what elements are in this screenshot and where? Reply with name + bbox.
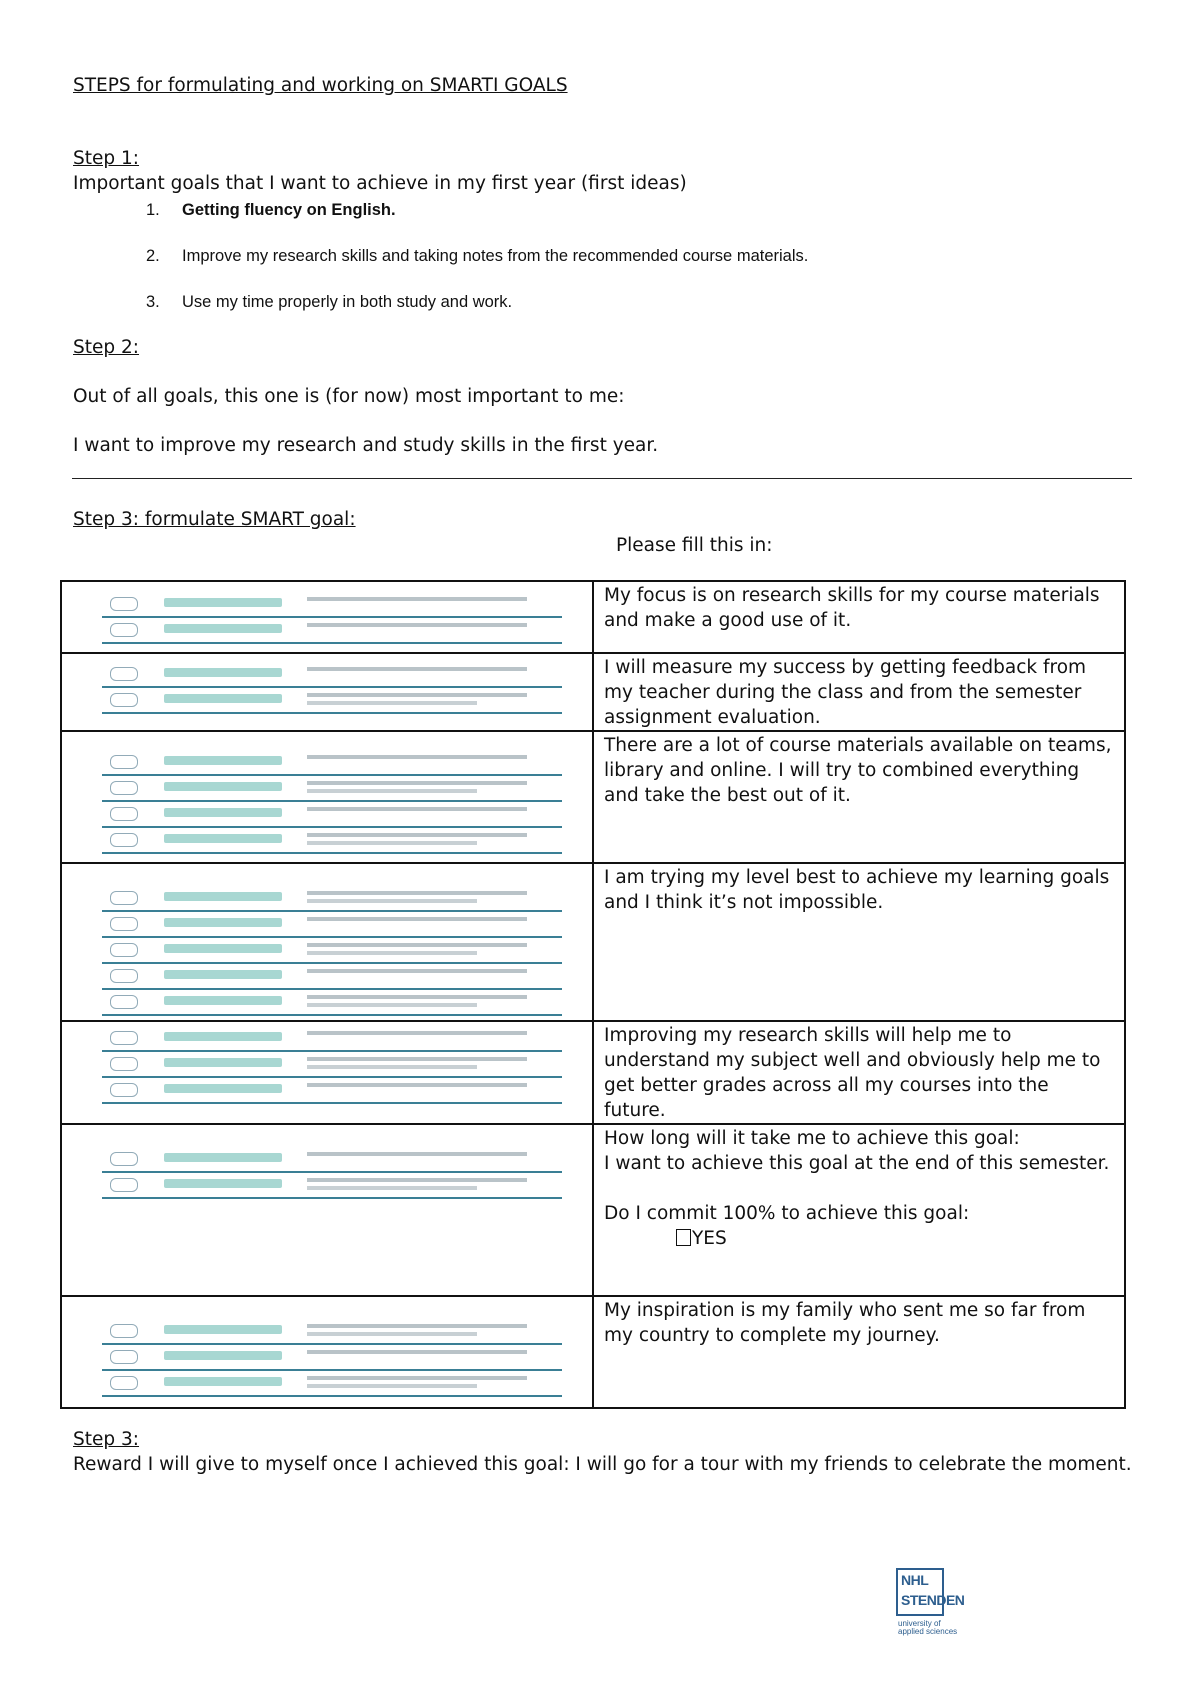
smart-graphic-cell bbox=[61, 1296, 593, 1408]
table-row bbox=[61, 653, 1125, 731]
logo-line-stenden: STENDEN bbox=[901, 1592, 965, 1608]
timeline-answer: I want to achieve this goal at the end of this semester. bbox=[604, 1153, 1110, 1174]
smart-answer-cell: My focus is on research skills for my course materials and make a good use of it. bbox=[593, 581, 1125, 653]
smart-graphic-cell bbox=[61, 731, 593, 863]
goal-item-2 bbox=[146, 245, 808, 267]
smart-chart-image bbox=[102, 750, 562, 854]
goal-number: 1. bbox=[146, 201, 160, 219]
fill-in-label: Please fill this in: bbox=[616, 535, 773, 556]
table-row bbox=[61, 1296, 1125, 1408]
commit-checkbox-label: YES bbox=[692, 1228, 727, 1249]
smart-chart-image bbox=[102, 1147, 562, 1199]
smart-answer-cell: There are a lot of course materials available on teams, library and online. I will try to combined everything and take the best out of it. bbox=[593, 731, 1125, 863]
step2-line2: I want to improve my research and study skills in the first year. bbox=[73, 435, 659, 456]
horizontal-divider bbox=[72, 478, 1132, 479]
table-row bbox=[61, 1124, 1125, 1296]
smart-answer-cell: I am trying my level best to achieve my learning goals and I think it’s not impossible. bbox=[593, 863, 1125, 1021]
document-title: STEPS for formulating and working on SMARTI GOALS bbox=[73, 75, 568, 96]
smart-chart-image bbox=[102, 1026, 562, 1104]
smart-answer-cell bbox=[593, 1124, 1125, 1296]
logo-line-nhl: NHL bbox=[901, 1572, 929, 1588]
commit-question: Do I commit 100% to achieve this goal: bbox=[604, 1203, 970, 1224]
smart-answer-cell: I will measure my success by getting feedback from my teacher during the class and from the semester assignment evaluation. bbox=[593, 653, 1125, 731]
timeline-question: How long will it take me to achieve this goal: bbox=[604, 1128, 1020, 1149]
smart-goal-table bbox=[60, 580, 1126, 1409]
smart-chart-image bbox=[102, 662, 562, 714]
table-row bbox=[61, 863, 1125, 1021]
goal-text: Getting fluency on English. bbox=[182, 201, 396, 219]
smart-graphic-cell bbox=[61, 581, 593, 653]
commit-checkbox[interactable] bbox=[676, 1229, 691, 1246]
smart-graphic-cell bbox=[61, 1124, 593, 1296]
goal-item-1 bbox=[146, 199, 396, 221]
smart-graphic-cell bbox=[61, 1021, 593, 1124]
smart-answer-cell: Improving my research skills will help me to understand my subject well and obviously help me to get better grades across all my courses into the future. bbox=[593, 1021, 1125, 1124]
reward-text: Reward I will give to myself once I achieved this goal: I will go for a tour with my friends to celebrate the moment. bbox=[73, 1454, 1132, 1475]
smart-chart-image bbox=[102, 1319, 562, 1397]
goal-number: 3. bbox=[146, 293, 160, 311]
goal-text: Use my time properly in both study and work. bbox=[182, 293, 513, 311]
step2-line1: Out of all goals, this one is (for now) most important to me: bbox=[73, 386, 625, 407]
step1-heading: Step 1: bbox=[73, 148, 140, 169]
table-row bbox=[61, 581, 1125, 653]
goal-item-3 bbox=[146, 291, 512, 313]
commit-checkbox-row[interactable] bbox=[604, 1226, 1114, 1251]
smart-answer-cell: My inspiration is my family who sent me so far from my country to complete my journey. bbox=[593, 1296, 1125, 1408]
table-row bbox=[61, 1021, 1125, 1124]
smart-graphic-cell bbox=[61, 863, 593, 1021]
table-row bbox=[61, 731, 1125, 863]
smart-chart-image bbox=[102, 592, 562, 644]
step3-heading: Step 3: formulate SMART goal: bbox=[73, 509, 356, 530]
goal-number: 2. bbox=[146, 247, 160, 265]
step2-heading: Step 2: bbox=[73, 337, 140, 358]
step1-intro: Important goals that I want to achieve in my first year (first ideas) bbox=[73, 173, 687, 194]
smart-chart-image bbox=[102, 886, 562, 1016]
smart-graphic-cell bbox=[61, 653, 593, 731]
goal-text: Improve my research skills and taking notes from the recommended course materials. bbox=[182, 247, 809, 265]
logo-subtitle: university of applied sciences bbox=[898, 1619, 958, 1636]
reward-heading: Step 3: bbox=[73, 1429, 140, 1450]
